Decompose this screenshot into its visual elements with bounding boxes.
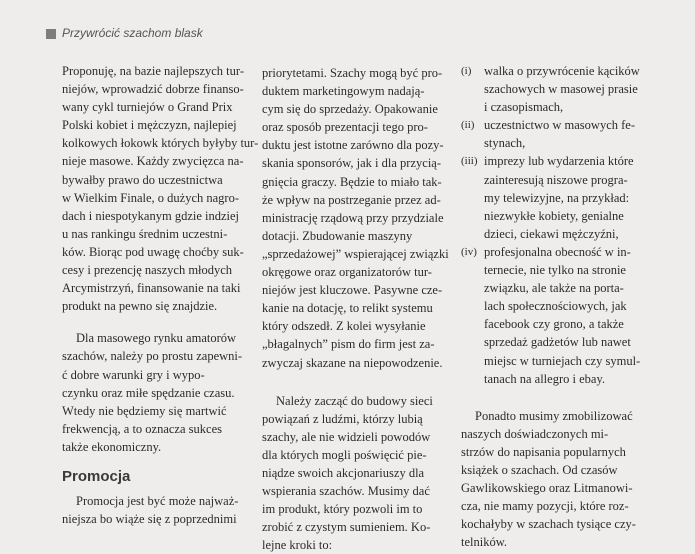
paragraph <box>62 329 250 456</box>
text-line: związku, ale także na porta- <box>484 281 624 296</box>
list-marker: (iv) <box>461 245 477 258</box>
column-3 <box>461 62 683 551</box>
text-line: my telewizyjne, na przykład: <box>484 190 630 205</box>
text-line: także ekonomiczny. <box>62 439 162 454</box>
text-line: bywałby prawo do uczestnictwa <box>62 172 223 187</box>
text-line: facebook czy grono, a także <box>484 317 624 332</box>
text-line: duktu jest istotne zarówno dla pozy- <box>262 138 444 153</box>
list-item <box>461 62 683 116</box>
paragraph <box>62 492 250 528</box>
text-line: zrobić z czystym sumieniem. Ko- <box>262 520 431 535</box>
text-line: produkt na pewno się znajdzie. <box>62 299 218 314</box>
text-line: niejsza bo wiąże się z poprzednimi <box>62 512 237 527</box>
text-line: ć dobre warunki gry i wypo- <box>62 367 205 382</box>
text-line: tanach na allegro i ebay. <box>484 371 606 386</box>
text-line: „sprzedażowej” wspierającej związki <box>262 246 449 261</box>
text-line: szachów, należy po prostu zapewni- <box>62 349 243 364</box>
paragraph <box>62 62 259 315</box>
text-line: powiązań z ludźmi, którzy lubią <box>262 411 423 426</box>
text-line: Dla masowego rynku amatorów <box>76 331 237 346</box>
text-line: ternecie, nie tylko na stronie <box>484 263 626 278</box>
text-line: u nas rankingu średnim uczestni- <box>62 226 228 241</box>
text-line: uczestnictwo w masowych fe- <box>484 118 635 133</box>
text-line: który odszedł. Z kolei wysyłanie <box>262 319 426 334</box>
column-2 <box>262 64 450 554</box>
text-line: profesjonalna obecność w in- <box>484 244 631 259</box>
text-line: niejów jest kluczowe. Pasywne cze- <box>262 283 443 298</box>
text-line: cza, nie mamy pozycji, które roz- <box>461 499 629 514</box>
section-heading: Promocja <box>62 467 131 485</box>
text-line: zainteresują niszowe progra- <box>484 172 628 187</box>
text-line: frekwencją, a to oznacza sukces <box>62 421 222 436</box>
text-line: że wpływ na postrzeganie przez ad- <box>262 192 441 207</box>
enumerated-list <box>461 62 683 388</box>
text-line: imprezy lub wydarzenia które <box>484 154 634 169</box>
text-line: Wtedy nie będziemy się martwić <box>62 403 227 418</box>
text-line: cesy i prezencję naszych młodych <box>62 263 233 278</box>
text-line: sprzedaż gadżetów lub nawet <box>484 335 631 350</box>
text-line: książek o szachach. Od czasów <box>461 462 618 477</box>
text-line: gnięcia graczy. Będzie to miało tak- <box>262 174 442 189</box>
text-line: lejne kroki to: <box>262 538 333 553</box>
text-line: walka o przywrócenie kącików <box>484 64 640 78</box>
text-line: niejów, wprowadzić dobrze finanso- <box>62 82 244 97</box>
text-line: duktem marketingowym nadają- <box>262 84 425 99</box>
text-line: skania sponsorów, jak i dla przycią- <box>262 156 441 171</box>
text-line: Arcymistrzyń, finansowanie na taki <box>62 281 241 296</box>
running-header <box>0 0 695 52</box>
list-marker: (ii) <box>461 119 475 132</box>
text-line: i czasopismach, <box>484 100 564 115</box>
header-square-icon <box>46 29 56 39</box>
text-line: wspierania szachów. Musimy dać <box>262 484 430 499</box>
list-marker: (i) <box>461 65 472 77</box>
text-line: oraz sposób prezentacji tego pro- <box>262 120 428 135</box>
text-line: lach społecznościowych, jak <box>484 299 627 314</box>
text-line: Gawlikowskiego oraz Litmanowi- <box>461 481 633 496</box>
paragraph <box>262 392 450 554</box>
text-line: szachy, ale nie widzieli powodów <box>262 429 431 444</box>
text-line: dzieci, ciekawi mężczyźni, <box>484 226 619 241</box>
text-line: priorytetami. Szachy mogą być pro- <box>262 66 443 80</box>
text-line: zwyczaj skazane na niepowodzenie. <box>262 355 443 370</box>
text-line: strzów do napisania popularnych <box>461 444 626 459</box>
text-line: im produkt, który pozwoli im to <box>262 502 423 517</box>
running-title: Przywrócić szachom blask <box>62 26 203 40</box>
text-line: kolkowych łokowk których byłyby tur- <box>62 136 259 151</box>
text-line: cym się do sprzedaży. Opakowanie <box>262 102 438 117</box>
text-line: ków. Biorąc pod uwagę choćby suk- <box>62 244 244 259</box>
text-line: szachowych w masowej prasie <box>484 82 638 97</box>
text-line: niądze swoich akcjonariuszy dla <box>262 465 425 480</box>
text-line: wany cykl turniejów o Grand Prix <box>62 100 233 115</box>
text-line: Ponadto musimy zmobilizować <box>475 408 633 423</box>
list-item <box>461 243 683 388</box>
text-line: Promocja jest być może najważ- <box>76 493 239 508</box>
paragraph <box>262 64 450 372</box>
text-line: Polski kobiet i mężczyzn, najlepiej <box>62 118 237 133</box>
paragraph <box>461 407 683 552</box>
text-line: dach i niespotykanym gdzie indziej <box>62 208 240 223</box>
text-line: telników. <box>461 535 508 550</box>
text-line: nieje masowe. Każdy zwycięzca na- <box>62 154 244 169</box>
text-line: kochałyby w szachach tysiące czy- <box>461 517 636 532</box>
text-line: niezwykłe kobiety, genialne <box>484 208 624 223</box>
list-item <box>461 152 683 242</box>
text-line: ministrację rządową przy przydziale <box>262 210 444 225</box>
text-line: dotacji. Zbudowanie maszyny <box>262 228 413 243</box>
text-line: „błagalnych” pism do firm jest za- <box>262 337 435 352</box>
text-line: w Wielkim Finale, o dużych nagro- <box>62 190 240 205</box>
list-item <box>461 116 683 152</box>
text-line: Należy zacząć do budowy sieci <box>276 393 433 408</box>
text-line: kanie na dotację, to relikt systemu <box>262 301 433 316</box>
text-line: stynach, <box>484 136 526 151</box>
list-marker: (iii) <box>461 155 478 168</box>
column-1 <box>62 62 259 528</box>
text-line: okręgowe oraz organizatorów tur- <box>262 265 432 280</box>
text-line: czynku oraz miłe spędzanie czasu. <box>62 385 235 400</box>
text-line: Proponuję, na bazie najlepszych tur- <box>62 64 244 78</box>
text-line: miejsc w turniejach czy symul- <box>484 353 641 368</box>
text-line: naszych doświadczonych mi- <box>461 426 609 441</box>
text-line: dla których mogli poświęcić pie- <box>262 447 427 462</box>
